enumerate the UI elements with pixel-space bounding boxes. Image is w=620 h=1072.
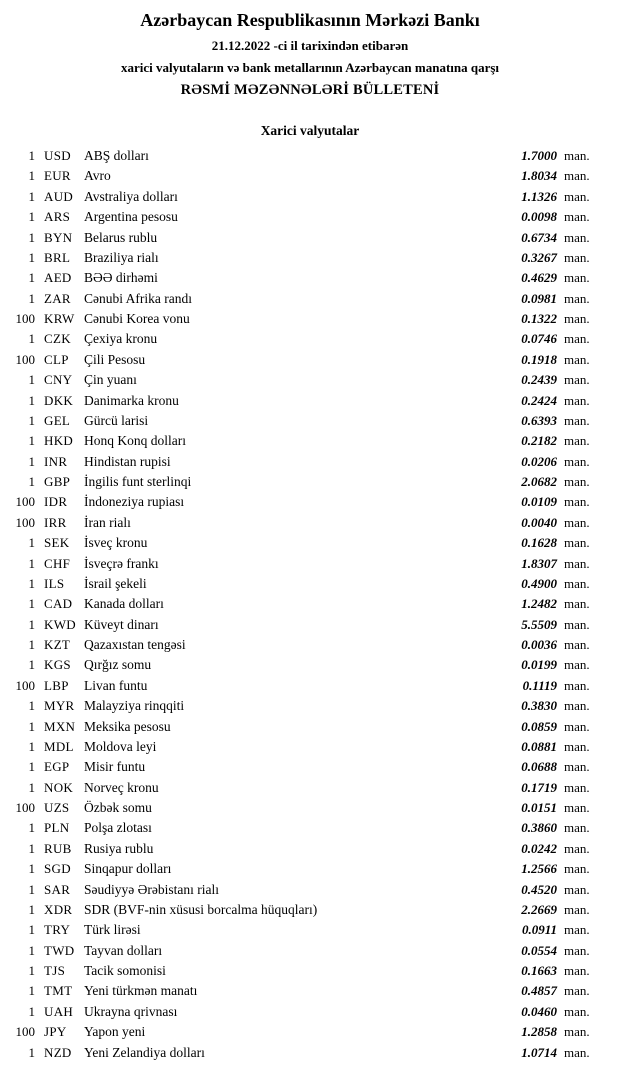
currency-code-cell: BYN: [44, 229, 73, 245]
bank-name-title: Azərbaycan Respublikasının Mərkəzi Bankı: [140, 10, 480, 30]
table-row: [0, 655, 620, 675]
table-row: [0, 146, 620, 166]
rate-cell: 0.3860: [521, 820, 557, 836]
currency-table: [0, 146, 620, 1063]
table-row: [0, 391, 620, 411]
currency-name-cell: Cənubi Afrika randı: [84, 290, 192, 306]
currency-name-cell: Kanada dolları: [84, 596, 164, 612]
quantity-cell: 1: [28, 596, 35, 612]
currency-name-cell: Rusiya rublu: [84, 840, 154, 856]
unit-cell: man.: [564, 840, 590, 856]
unit-cell: man.: [564, 738, 590, 754]
table-row: [0, 1002, 620, 1022]
quantity-cell: 100: [15, 1024, 35, 1040]
unit-cell: man.: [564, 983, 590, 999]
unit-cell: man.: [564, 412, 590, 428]
currency-name-cell: ABŞ dolları: [84, 148, 149, 163]
unit-cell: man.: [564, 637, 590, 652]
rate-cell: 1.8307: [521, 555, 557, 571]
currency-name-cell: Çili Pesosu: [84, 351, 146, 367]
currency-code-cell: NOK: [44, 779, 74, 795]
quantity-cell: 1: [28, 637, 35, 652]
currency-name-cell: Tayvan dolları: [84, 942, 163, 958]
currency-name-cell: Özbək somu: [84, 800, 152, 815]
unit-cell: man.: [564, 331, 590, 347]
currency-code-cell: KZT: [44, 637, 71, 652]
table-row: [0, 228, 620, 248]
currency-code-cell: ILS: [44, 575, 65, 591]
table-row: [0, 166, 620, 186]
quantity-cell: 1: [28, 229, 35, 245]
quantity-cell: 1: [28, 392, 35, 408]
quantity-cell: 1: [28, 575, 35, 591]
currency-code-cell: PLN: [44, 820, 70, 836]
unit-cell: man.: [564, 249, 590, 265]
currency-code-cell: LBP: [44, 677, 69, 693]
currency-code-cell: NZD: [44, 1044, 72, 1060]
currency-code-cell: UZS: [44, 800, 70, 815]
table-row: [0, 961, 620, 981]
rate-cell: 0.0040: [521, 514, 557, 530]
table-row: [0, 350, 620, 370]
currency-code-cell: INR: [44, 453, 68, 469]
rate-cell: 1.0714: [521, 1044, 557, 1060]
quantity-cell: 1: [28, 270, 35, 286]
currency-name-cell: İsveç kronu: [84, 535, 148, 551]
rate-cell: 0.0981: [521, 290, 557, 306]
table-row: [0, 941, 620, 961]
table-row: [0, 676, 620, 696]
currency-name-cell: Avro: [84, 168, 111, 184]
rate-cell: 1.1326: [521, 188, 557, 204]
currency-code-cell: SAR: [44, 881, 71, 897]
rate-cell: 0.0554: [521, 942, 557, 958]
currency-name-cell: Türk lirəsi: [84, 922, 141, 938]
currency-code-cell: UAH: [44, 1003, 74, 1019]
currency-name-cell: Sinqapur dolları: [84, 861, 172, 877]
quantity-cell: 1: [28, 372, 35, 388]
currency-name-cell: Qazaxıstan tengəsi: [84, 637, 186, 652]
currency-name-cell: Çin yuanı: [84, 372, 137, 388]
rate-cell: 0.6734: [521, 229, 557, 245]
unit-cell: man.: [564, 718, 590, 734]
table-row: [0, 615, 620, 635]
table-row: [0, 431, 620, 451]
table-row: [0, 268, 620, 288]
quantity-cell: 1: [28, 718, 35, 734]
quantity-cell: 1: [28, 738, 35, 754]
currency-code-cell: DKK: [44, 392, 74, 408]
unit-cell: man.: [564, 168, 590, 184]
unit-cell: man.: [564, 800, 590, 815]
section-title-foreign-currencies: Xarici valyutalar: [260, 123, 360, 138]
currency-code-cell: ZAR: [44, 290, 71, 306]
quantity-cell: 1: [28, 942, 35, 958]
currency-name-cell: Braziliya rialı: [84, 249, 159, 265]
table-row: [0, 1043, 620, 1063]
rate-cell: 0.2182: [521, 433, 557, 449]
quantity-cell: 1: [28, 453, 35, 469]
rate-cell: 0.0098: [521, 209, 557, 225]
unit-cell: man.: [564, 963, 590, 978]
table-row: [0, 513, 620, 533]
rate-cell: 0.1628: [521, 535, 557, 551]
quantity-cell: 100: [15, 351, 35, 367]
rate-cell: 0.0746: [521, 331, 557, 347]
currency-name-cell: Moldova leyi: [84, 738, 157, 754]
table-row: [0, 818, 620, 838]
rate-cell: 2.0682: [521, 474, 557, 489]
currency-code-cell: HKD: [44, 433, 74, 449]
rate-cell: 0.3830: [521, 698, 557, 714]
currency-name-cell: Livan funtu: [84, 677, 148, 693]
quantity-cell: 1: [28, 901, 35, 917]
unit-cell: man.: [564, 698, 590, 714]
table-row: [0, 880, 620, 900]
rate-cell: 0.0109: [521, 494, 557, 510]
quantity-cell: 1: [28, 759, 35, 775]
bulletin-title: RƏSMİ MƏZƏNNƏLƏRİ BÜLLETENİ: [180, 82, 440, 98]
currency-code-cell: TRY: [44, 922, 71, 938]
currency-code-cell: CHF: [44, 555, 71, 571]
currency-code-cell: GEL: [44, 412, 71, 428]
table-row: [0, 839, 620, 859]
unit-cell: man.: [564, 1003, 590, 1019]
rate-cell: 0.4520: [521, 881, 557, 897]
rate-cell: 1.8034: [521, 168, 557, 184]
rate-cell: 0.1322: [521, 311, 557, 326]
quantity-cell: 100: [15, 514, 35, 530]
currency-code-cell: KGS: [44, 657, 71, 673]
quantity-cell: 1: [28, 555, 35, 571]
unit-cell: man.: [564, 433, 590, 449]
unit-cell: man.: [564, 677, 590, 693]
currency-code-cell: USD: [44, 148, 71, 163]
table-row: [0, 594, 620, 614]
currency-name-cell: Meksika pesosu: [84, 718, 171, 734]
quantity-cell: 1: [28, 983, 35, 999]
table-row: [0, 554, 620, 574]
quantity-cell: 100: [15, 311, 35, 326]
rate-cell: 0.0199: [521, 657, 557, 673]
currency-code-cell: SGD: [44, 861, 71, 877]
table-row: [0, 207, 620, 227]
table-row: [0, 492, 620, 512]
currency-name-cell: Cənubi Korea vonu: [84, 311, 190, 326]
rate-cell: 0.0859: [521, 718, 557, 734]
unit-cell: man.: [564, 514, 590, 530]
unit-cell: man.: [564, 555, 590, 571]
unit-cell: man.: [564, 372, 590, 388]
quantity-cell: 1: [28, 209, 35, 225]
rate-cell: 0.4629: [521, 270, 557, 286]
quantity-cell: 1: [28, 168, 35, 184]
table-row: [0, 289, 620, 309]
quantity-cell: 1: [28, 148, 35, 163]
currency-name-cell: İndoneziya rupiası: [84, 494, 185, 510]
unit-cell: man.: [564, 494, 590, 510]
table-row: [0, 737, 620, 757]
table-row: [0, 248, 620, 268]
currency-code-cell: TWD: [44, 942, 75, 958]
unit-cell: man.: [564, 270, 590, 286]
currency-code-cell: JPY: [44, 1024, 67, 1040]
quantity-cell: 1: [28, 290, 35, 306]
currency-code-cell: TMT: [44, 983, 73, 999]
currency-name-cell: Danimarka kronu: [84, 392, 179, 408]
unit-cell: man.: [564, 229, 590, 245]
currency-code-cell: CNY: [44, 372, 73, 388]
currency-name-cell: Belarus rublu: [84, 229, 158, 245]
table-row: [0, 920, 620, 940]
rate-cell: 5.5509: [521, 616, 557, 632]
currency-name-cell: Tacik somonisi: [84, 963, 166, 978]
table-row: [0, 1022, 620, 1042]
table-row: [0, 757, 620, 777]
table-row: [0, 696, 620, 716]
rate-cell: 0.1918: [521, 351, 557, 367]
unit-cell: man.: [564, 290, 590, 306]
rate-cell: 0.0460: [521, 1003, 557, 1019]
currency-name-cell: Yeni Zelandiya dolları: [84, 1044, 205, 1060]
quantity-cell: 1: [28, 698, 35, 714]
currency-name-cell: İsrail şekeli: [84, 575, 147, 591]
quantity-cell: 1: [28, 1044, 35, 1060]
table-row: [0, 533, 620, 553]
currency-code-cell: KRW: [44, 311, 75, 326]
currency-name-cell: Misir funtu: [84, 759, 146, 775]
table-row: [0, 635, 620, 655]
currency-code-cell: XDR: [44, 901, 73, 917]
currency-code-cell: EGP: [44, 759, 70, 775]
unit-cell: man.: [564, 779, 590, 795]
table-row: [0, 798, 620, 818]
currency-name-cell: Çexiya kronu: [84, 331, 158, 347]
unit-cell: man.: [564, 616, 590, 632]
currency-name-cell: SDR (BVF-nin xüsusi borcalma hüquqları): [84, 901, 318, 917]
rate-cell: 0.0036: [521, 637, 557, 652]
currency-code-cell: IRR: [44, 514, 67, 530]
quantity-cell: 1: [28, 249, 35, 265]
unit-cell: man.: [564, 1044, 590, 1060]
table-row: [0, 717, 620, 737]
currency-name-cell: Polşa zlotası: [84, 820, 152, 836]
table-row: [0, 187, 620, 207]
currency-name-cell: Gürcü larisi: [84, 412, 149, 428]
unit-cell: man.: [564, 453, 590, 469]
quantity-cell: 1: [28, 616, 35, 632]
unit-cell: man.: [564, 820, 590, 836]
unit-cell: man.: [564, 657, 590, 673]
table-row: [0, 309, 620, 329]
quantity-cell: 100: [15, 677, 35, 693]
quantity-cell: 1: [28, 861, 35, 877]
bulletin-subtitle: xarici valyutaların və bank metallarının Azərbaycan manatına qarşı: [120, 60, 500, 75]
table-row: [0, 981, 620, 1001]
currency-code-cell: CAD: [44, 596, 73, 612]
currency-name-cell: Hindistan rupisi: [84, 453, 171, 469]
quantity-cell: 1: [28, 963, 35, 978]
currency-name-cell: Qırğız somu: [84, 657, 152, 673]
rate-cell: 1.7000: [521, 148, 557, 163]
currency-name-cell: Malayziya rinqqiti: [84, 698, 185, 714]
currency-code-cell: BRL: [44, 249, 71, 265]
currency-name-cell: Yeni türkmən manatı: [84, 983, 198, 999]
unit-cell: man.: [564, 942, 590, 958]
table-row: [0, 411, 620, 431]
rate-cell: 0.0881: [521, 738, 557, 754]
unit-cell: man.: [564, 474, 590, 489]
currency-name-cell: Yapon yeni: [84, 1024, 146, 1040]
quantity-cell: 1: [28, 779, 35, 795]
currency-code-cell: MYR: [44, 698, 75, 714]
currency-name-cell: Norveç kronu: [84, 779, 159, 795]
rate-cell: 0.0151: [521, 800, 557, 815]
unit-cell: man.: [564, 311, 590, 326]
quantity-cell: 1: [28, 657, 35, 673]
currency-code-cell: AUD: [44, 188, 74, 204]
rate-cell: 0.0911: [521, 922, 557, 938]
currency-code-cell: GBP: [44, 474, 71, 489]
table-row: [0, 370, 620, 390]
rate-cell: 1.2482: [521, 596, 557, 612]
rate-cell: 0.0242: [521, 840, 557, 856]
rate-cell: 0.2424: [521, 392, 557, 408]
table-row: [0, 778, 620, 798]
quantity-cell: 1: [28, 474, 35, 489]
currency-code-cell: TJS: [44, 963, 66, 978]
currency-code-cell: CZK: [44, 331, 71, 347]
currency-name-cell: Küveyt dinarı: [84, 616, 159, 632]
rate-cell: 0.3267: [521, 249, 557, 265]
unit-cell: man.: [564, 881, 590, 897]
unit-cell: man.: [564, 922, 590, 938]
rate-cell: 1.2858: [521, 1024, 557, 1040]
table-row: [0, 329, 620, 349]
table-row: [0, 452, 620, 472]
currency-name-cell: Argentina pesosu: [84, 209, 178, 225]
currency-name-cell: İngilis funt sterlinqi: [84, 474, 192, 489]
currency-code-cell: AED: [44, 270, 72, 286]
quantity-cell: 1: [28, 820, 35, 836]
quantity-cell: 1: [28, 881, 35, 897]
unit-cell: man.: [564, 861, 590, 877]
currency-code-cell: KWD: [44, 616, 76, 632]
currency-code-cell: CLP: [44, 351, 69, 367]
unit-cell: man.: [564, 188, 590, 204]
currency-name-cell: Ukrayna qrivnası: [84, 1003, 178, 1019]
rate-cell: 0.0688: [521, 759, 557, 775]
currency-code-cell: MDL: [44, 738, 74, 754]
currency-code-cell: IDR: [44, 494, 68, 510]
rate-cell: 2.2669: [521, 901, 557, 917]
unit-cell: man.: [564, 1024, 590, 1040]
table-row: [0, 574, 620, 594]
rate-cell: 1.2566: [521, 861, 557, 877]
unit-cell: man.: [564, 759, 590, 775]
unit-cell: man.: [564, 392, 590, 408]
quantity-cell: 1: [28, 433, 35, 449]
unit-cell: man.: [564, 575, 590, 591]
unit-cell: man.: [564, 535, 590, 551]
currency-code-cell: SEK: [44, 535, 70, 551]
quantity-cell: 1: [28, 840, 35, 856]
unit-cell: man.: [564, 209, 590, 225]
rate-cell: 0.1119: [522, 677, 557, 693]
quantity-cell: 1: [28, 331, 35, 347]
currency-code-cell: ARS: [44, 209, 71, 225]
table-row: [0, 859, 620, 879]
quantity-cell: 1: [28, 188, 35, 204]
currency-name-cell: Səudiyyə Ərəbistanı rialı: [84, 881, 219, 897]
unit-cell: man.: [564, 901, 590, 917]
quantity-cell: 100: [15, 800, 35, 815]
currency-name-cell: Honq Konq dolları: [84, 433, 186, 449]
currency-code-cell: RUB: [44, 840, 72, 856]
unit-cell: man.: [564, 596, 590, 612]
rate-cell: 0.4900: [521, 575, 557, 591]
currency-name-cell: BƏƏ dirhəmi: [84, 270, 158, 286]
table-row: [0, 900, 620, 920]
unit-cell: man.: [564, 148, 590, 163]
rate-cell: 0.4857: [521, 983, 557, 999]
quantity-cell: 1: [28, 922, 35, 938]
currency-code-cell: MXN: [44, 718, 76, 734]
table-row: [0, 472, 620, 492]
quantity-cell: 1: [28, 535, 35, 551]
rate-cell: 0.6393: [521, 412, 557, 428]
quantity-cell: 100: [15, 494, 35, 510]
currency-name-cell: İran rialı: [84, 514, 131, 530]
currency-code-cell: EUR: [44, 168, 71, 184]
rate-cell: 0.1719: [521, 779, 557, 795]
rate-cell: 0.2439: [521, 372, 557, 388]
rate-cell: 0.0206: [521, 453, 557, 469]
quantity-cell: 1: [28, 412, 35, 428]
quantity-cell: 1: [28, 1003, 35, 1019]
rate-cell: 0.1663: [521, 963, 557, 978]
effective-date-line: 21.12.2022 -ci il tarixindən etibarən: [211, 38, 409, 53]
currency-name-cell: İsveçrə frankı: [84, 555, 159, 571]
currency-name-cell: Avstraliya dolları: [84, 188, 178, 204]
unit-cell: man.: [564, 351, 590, 367]
